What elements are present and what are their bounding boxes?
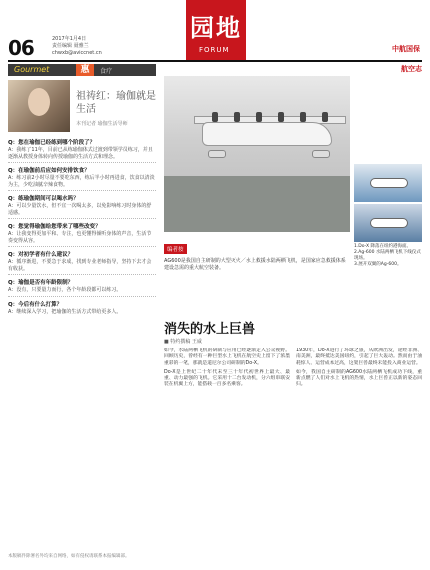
answer: A：循序渐进，不要急于求成，找到专业老师指导，坚持下去才会有收获。 [8,259,152,272]
interview-byline: 本刊记者 瑜伽生活导师 [76,121,128,127]
divider [8,190,156,192]
footer-note: 本版稿件除署名外均来自网络，如有侵权请联系本报编辑部。 [8,554,130,559]
feature-photo-do-x [164,76,350,232]
editor-line: 责任编辑 聂雅兰 [52,43,89,49]
body-column [164,348,290,558]
qa-item [8,252,156,276]
photo-ag600-rollout [354,164,422,202]
left-column [8,64,156,564]
photo-ag600-wings [354,204,422,242]
portrait-photo [8,80,70,132]
body-column [296,348,422,558]
question: Q：练瑜伽期间可以喝水吗？ [8,196,79,202]
page-number: 06 [8,36,34,60]
page-title: 园地 [190,14,242,42]
section-tag: 食疗 [100,68,113,75]
answer: A：我练了11年，目前已从练瑜伽体式过渡到带领学员练习，并且逐渐从教授身体转向传授瑜伽的生活方式和理念。 [8,147,153,160]
article-headline: 消失的水上巨兽 [164,322,256,337]
section-label-right: 航空志 [401,65,422,73]
qa-item [8,140,156,164]
divider [8,218,156,220]
engine-icon [234,112,240,122]
engine-icon [256,112,262,122]
mini-plane [370,218,408,228]
masthead [0,0,430,62]
divider [8,274,156,276]
edition-meta [52,36,102,57]
article-byline: ■ 特约撰稿 王威 [164,339,202,345]
engine-icon [212,112,218,122]
editor-note-text: AG600是我国自主研制的大型灭火／水上救援水陆两栖飞机，是国家应急救援体系建设急需的重大航空装备。 [164,258,346,271]
photo-ground [164,176,350,232]
body-paragraph: 如今，我国自主研制的AG600水陆两栖飞机成功下线，重新点燃了人们对水上飞机的热情，水上巨兽正以新的姿态回归。 [296,369,422,388]
top-rule [8,60,422,62]
question: Q：您在瑜伽已经练到哪个阶段了？ [8,140,96,146]
right-column [164,64,422,564]
email-line: chwxb@aviccnet.cn [52,50,102,56]
editor-note-tag: 编者按 [164,244,187,254]
qa-item [8,224,156,248]
page-subtitle: FORUM [199,46,230,54]
wing-float [208,150,226,158]
date-line: 2017年1月4日 [52,36,87,42]
interview-title: 祖祷红：瑜伽就是生活 [76,91,156,115]
plane-hull [202,122,332,146]
question: Q：您觉得瑜伽给您带来了哪些改变？ [8,224,101,230]
answer: A：让我变得更加平和、专注，也更懂得倾听身体的声音，生活节奏变得从容。 [8,231,152,244]
article-body [164,348,422,558]
engine-icon [300,112,306,122]
paper-name: 中航国保 [392,45,420,53]
caption: 1.Do-X 降落在纽约港海面。 [354,244,412,249]
qa-item [8,168,156,192]
qa-list [8,140,156,319]
body-paragraph: Do-X是上世纪二十年代末至三十年代初世界上最大、最重、动力最强的飞机。它采用十二台发动机，分六组串联安装在机翼上方，能搭载一百多名乘客。 [164,369,290,388]
question: Q：对初学者有什么建议？ [8,252,74,258]
question: Q：在瑜伽前后应如何安排饮食？ [8,168,90,174]
portrait-face [28,88,50,116]
divider [8,162,156,164]
divider [8,246,156,248]
question: Q：瑜伽是否有年龄限制？ [8,280,74,286]
qa-item [8,280,156,298]
wing-float [312,150,330,158]
body-paragraph: 如今，水陆两栖飞机的研制与应用已经逐渐走入公众视野。回顾历史，曾经有一种巨型水上飞机在航空史上留下了浓墨重彩的一笔，那就是道尼尔公司研制的Do-X。 [164,348,290,366]
answer: A：可以少量饮水，但不宜一次喝太多，以免影响练习时身体的舒适感。 [8,203,152,216]
engine-icon [278,112,284,122]
qa-item [8,196,156,220]
answer: A：没有，只要量力而行，各个年龄段都可以练习。 [8,287,122,293]
photo-captions [354,244,422,268]
caption: 3.展开双翼的Ag-600。 [354,262,402,267]
qa-item [8,302,156,316]
editor-note [164,236,350,271]
divider [8,296,156,298]
mini-plane [370,178,408,188]
hui-badge: 惠 [76,64,94,76]
body-paragraph: 1930年，Do-X进行了环球之旅，从欧洲出发，途经非洲、南美洲，最终抵达美国纽约，引起了巨大轰动。然而由于油耗惊人、运营成本过高，这架巨兽最终未能投入商业运营。 [296,348,422,366]
answer: A：练习前2小时尽量不要吃东西，练后半小时再进食，饮食以清淡为主，少吃油腻辛辣食物。 [8,175,155,188]
engine-icon [322,112,328,122]
caption: 2.Ag-600 水陆两栖飞机下线仪式现场。 [354,250,421,261]
answer: A：继续深入学习，把瑜伽的生活方式带给更多人。 [8,308,122,315]
question: Q：今后有什么打算？ [8,301,63,308]
section-label: Gourmet [14,65,50,74]
